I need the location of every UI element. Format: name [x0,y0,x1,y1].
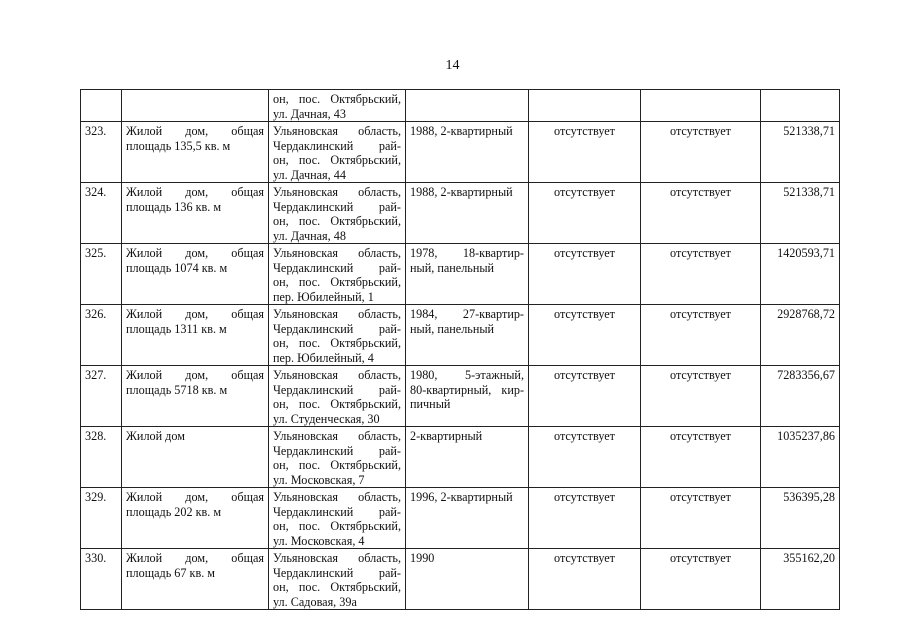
table-row [81,549,840,610]
object-address [269,427,406,488]
book-value: 536395,28 [761,488,840,549]
encumbrance-status: отсутствует [529,244,641,305]
row-number: 327. [81,366,122,427]
addr_lines-line: Ульяновская область, [273,185,401,199]
desc_lines-line: пичный [410,397,451,411]
object-address [269,488,406,549]
addr_lines-line: он, пос. Октябрьский, [273,214,401,228]
object-description [406,549,529,610]
addr_lines-line: пер. Юбилейный, 1 [273,289,374,304]
desc_lines-line: 1980, 5-этажный, [410,368,524,382]
row-number: 326. [81,305,122,366]
desc_lines-line: 1990 [410,551,435,565]
object-name [122,549,269,610]
desc_lines-line: 1984, 27-квартир- [410,307,524,321]
object-address [269,122,406,183]
object-name [122,244,269,305]
addr_lines-line: ул. Дачная, 48 [273,228,346,243]
book-value: 521338,71 [761,183,840,244]
row-number: 324. [81,183,122,244]
restriction-status: отсутствует [641,305,761,366]
name_lines-line: Жилой дом, общая [126,307,264,321]
object-address [269,305,406,366]
addr_lines-line: Ульяновская область, [273,429,401,443]
addr_lines-line: он, пос. Октябрьский, [273,153,401,167]
desc_lines-line: ный, панельный [410,260,495,275]
restriction-status: отсутствует [641,122,761,183]
addr_lines-line: он, пос. Октябрьский, [273,458,401,472]
addr_lines-line: ул. Студенческая, 30 [273,411,380,426]
name_lines-line: площадь 67 кв. м [126,565,216,580]
table-row [81,183,840,244]
object-description [406,305,529,366]
object-description [406,244,529,305]
restriction-status: отсутствует [641,427,761,488]
addr_lines-line: он, пос. Октябрьский, [273,519,401,533]
addr_lines-line: он, пос. Октябрьский, [273,580,401,594]
object-description [406,183,529,244]
name_lines-line: площадь 1074 кв. м [126,260,228,275]
name_lines-line: Жилой дом, общая [126,490,264,504]
addr_lines-line: ул. Садовая, 39а [273,594,357,609]
restriction-status: отсутствует [641,488,761,549]
row-number: 330. [81,549,122,610]
addr_lines-line: ул. Дачная, 44 [273,167,346,182]
object-description [406,122,529,183]
name_lines-line: Жилой дом [126,429,185,443]
addr_lines-line: Ульяновская область, [273,246,401,260]
addr_lines-line: пер. Юбилейный, 4 [273,350,374,365]
addr_lines-line: Ульяновская область, [273,368,401,382]
addr_lines-line: ул. Дачная, 43 [273,106,346,121]
name_lines-line: Жилой дом, общая [126,246,264,260]
addr_lines-line: Чердаклинский рай- [273,138,401,153]
book-value: 7283356,67 [761,366,840,427]
row-number: 323. [81,122,122,183]
encumbrance-status: отсутствует [529,549,641,610]
name_lines-line: площадь 136 кв. м [126,199,222,214]
restriction-status: отсутствует [641,183,761,244]
object-name [122,305,269,366]
object-name [122,366,269,427]
object-description [406,427,529,488]
desc_lines-line: 1978, 18-квартир- [410,246,524,260]
table-row [81,488,840,549]
encumbrance-status: отсутствует [529,122,641,183]
addr_lines-line: Чердаклинский рай- [273,199,401,214]
object-description [406,90,529,122]
object-address [269,366,406,427]
addr_lines-line: Ульяновская область, [273,551,401,565]
name_lines-line: площадь 202 кв. м [126,504,222,519]
addr_lines-line: Ульяновская область, [273,490,401,504]
restriction-status [641,90,761,122]
table-row [81,90,840,122]
book-value: 2928768,72 [761,305,840,366]
encumbrance-status: отсутствует [529,427,641,488]
object-name [122,427,269,488]
book-value: 521338,71 [761,122,840,183]
desc_lines-line: ный, панельный [410,321,495,336]
encumbrance-status: отсутствует [529,488,641,549]
addr_lines-line: он, пос. Октябрьский, [273,275,401,289]
object-name [122,90,269,122]
restriction-status: отсутствует [641,549,761,610]
addr_lines-line: ул. Московская, 7 [273,472,365,487]
addr_lines-line: он, пос. Октябрьский, [273,397,401,411]
name_lines-line: Жилой дом, общая [126,124,264,138]
book-value [761,90,840,122]
name_lines-line: Жилой дом, общая [126,368,264,382]
page-number: 14 [445,58,460,73]
addr_lines-line: Чердаклинский рай- [273,321,401,336]
encumbrance-status: отсутствует [529,366,641,427]
object-name [122,122,269,183]
book-value: 1035237,86 [761,427,840,488]
table-row [81,122,840,183]
object-address [269,183,406,244]
table-row [81,305,840,366]
addr_lines-line: он, пос. Октябрьский, [273,92,401,106]
encumbrance-status: отсутствует [529,183,641,244]
property-table [80,89,840,610]
restriction-status: отсутствует [641,366,761,427]
table-row [81,244,840,305]
addr_lines-line: Ульяновская область, [273,307,401,321]
encumbrance-status [529,90,641,122]
name_lines-line: Жилой дом, общая [126,551,264,565]
book-value: 1420593,71 [761,244,840,305]
row-number [81,90,122,122]
restriction-status: отсутствует [641,244,761,305]
object-name [122,488,269,549]
object-description [406,488,529,549]
desc_lines-line: 2-квартирный [410,429,483,443]
encumbrance-status: отсутствует [529,305,641,366]
name_lines-line: площадь 1311 кв. м [126,321,227,336]
addr_lines-line: Чердаклинский рай- [273,565,401,580]
object-address [269,90,406,122]
object-address [269,244,406,305]
name_lines-line: Жилой дом, общая [126,185,264,199]
desc_lines-line: 1988, 2-квартирный [410,185,513,199]
addr_lines-line: Ульяновская область, [273,124,401,138]
table-row [81,427,840,488]
row-number: 328. [81,427,122,488]
table-body [81,90,840,610]
desc_lines-line: 80-квартирный, кир- [410,382,524,397]
name_lines-line: площадь 135,5 кв. м [126,138,231,153]
desc_lines-line: 1988, 2-квартирный [410,124,513,138]
addr_lines-line: он, пос. Октябрьский, [273,336,401,350]
row-number: 329. [81,488,122,549]
addr_lines-line: Чердаклинский рай- [273,260,401,275]
book-value: 355162,20 [761,549,840,610]
desc_lines-line: 1996, 2-квартирный [410,490,513,504]
object-address [269,549,406,610]
object-name [122,183,269,244]
addr_lines-line: Чердаклинский рай- [273,382,401,397]
table-row [81,366,840,427]
addr_lines-line: Чердаклинский рай- [273,504,401,519]
addr_lines-line: ул. Московская, 4 [273,533,365,548]
name_lines-line: площадь 5718 кв. м [126,382,228,397]
row-number: 325. [81,244,122,305]
object-description [406,366,529,427]
addr_lines-line: Чердаклинский рай- [273,443,401,458]
